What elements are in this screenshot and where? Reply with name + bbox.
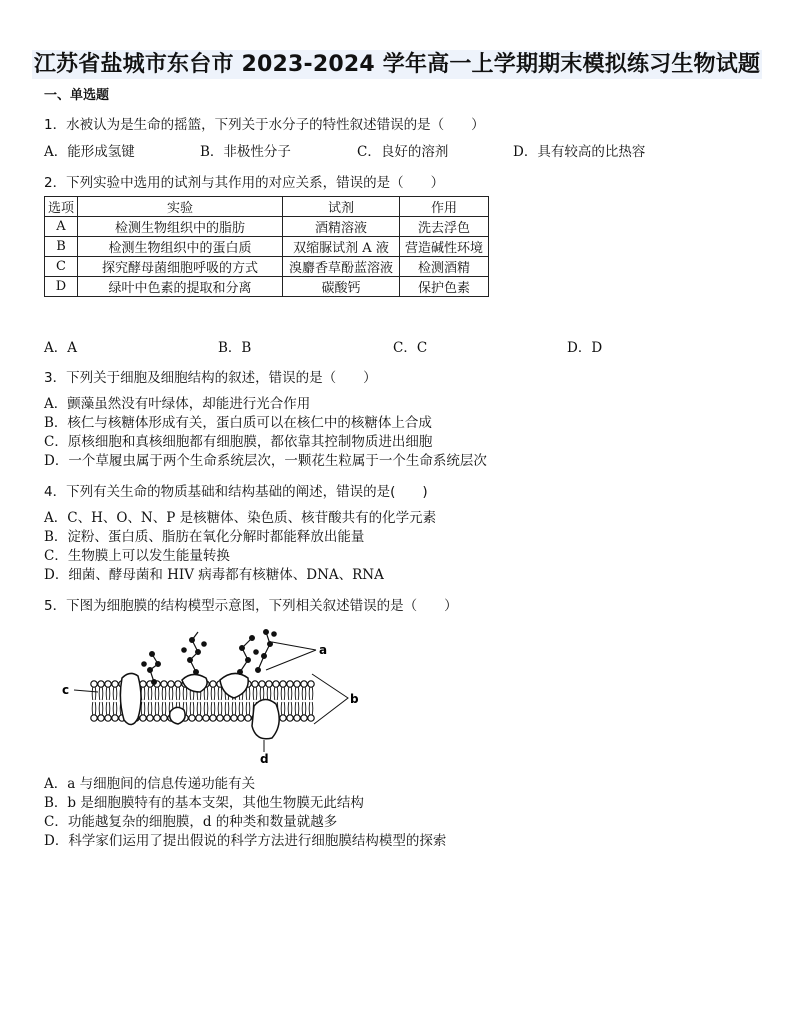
phospholipid-tail xyxy=(99,687,100,700)
experiment-table xyxy=(44,196,489,297)
question-1-stem: 1．水被认为是生命的摇篮，下列关于水分子的特性叙述错误的是（ ） xyxy=(44,117,485,133)
phospholipid-head xyxy=(203,715,209,721)
phospholipid-tail xyxy=(197,702,198,715)
table-cell: 碳酸钙 xyxy=(283,277,400,297)
phospholipid-tail xyxy=(288,702,289,715)
table-cell: 检测酒精 xyxy=(400,257,489,277)
phospholipid-tail xyxy=(165,702,166,715)
membrane-protein xyxy=(170,707,185,724)
phospholipid-tail xyxy=(291,702,292,715)
table-header: 作用 xyxy=(400,197,489,217)
table-cell: C xyxy=(45,257,78,277)
phospholipid-tail xyxy=(158,687,159,700)
phospholipid-head xyxy=(112,715,118,721)
q2-option-b: B．B xyxy=(218,340,252,356)
table-row xyxy=(45,217,489,237)
table-row xyxy=(45,237,489,257)
phospholipid-tail xyxy=(281,702,282,715)
phospholipid-tail xyxy=(218,687,219,700)
phospholipid-tail xyxy=(165,687,166,700)
phospholipid-head xyxy=(140,715,146,721)
table-cell: 酒精溶液 xyxy=(283,217,400,237)
label-a: a xyxy=(319,643,328,657)
table-header: 试剂 xyxy=(283,197,400,217)
q2-option-a: A．A xyxy=(44,340,77,356)
q5-option-b: B．b 是细胞膜特有的基本支架，其他生物膜无此结构 xyxy=(44,795,364,811)
label-d: d xyxy=(260,752,269,766)
phospholipid-tail xyxy=(144,687,145,700)
q5-option-c: C．功能越复杂的细胞膜，d 的种类和数量就越多 xyxy=(44,814,338,830)
phospholipid-tail xyxy=(253,687,254,700)
phospholipid-tail xyxy=(200,702,201,715)
phospholipid-tail xyxy=(221,702,222,715)
phospholipid-tail xyxy=(92,687,93,700)
phospholipid-tail xyxy=(179,687,180,700)
table-header: 实验 xyxy=(78,197,283,217)
phospholipid-tail xyxy=(155,702,156,715)
phospholipid-tail xyxy=(190,702,191,715)
phospholipid-tail xyxy=(305,687,306,700)
phospholipid-tail xyxy=(218,702,219,715)
phospholipid-head xyxy=(238,715,244,721)
exam-title: 江苏省盐城市东台市 2023-2024 学年高一上学期期末模拟练习生物试题 xyxy=(33,52,761,77)
phospholipid-tail xyxy=(256,687,257,700)
phospholipid-tail xyxy=(267,687,268,700)
question-5-stem: 5．下图为细胞膜的结构模型示意图，下列相关叙述错误的是（ ） xyxy=(44,598,458,614)
glycocalyx-chains xyxy=(142,630,276,685)
phospholipid-head xyxy=(91,681,97,687)
phospholipid-tail xyxy=(263,687,264,700)
q1-option-b: B．非极性分子 xyxy=(200,144,291,160)
phospholipid-tail xyxy=(158,702,159,715)
phospholipid-tail xyxy=(309,702,310,715)
phospholipid-tail xyxy=(260,687,261,700)
membrane-protein xyxy=(220,673,248,698)
phospholipid-tail xyxy=(162,687,163,700)
phospholipid-tail xyxy=(239,702,240,715)
phospholipid-head xyxy=(210,681,216,687)
table-cell: 营造碱性环境 xyxy=(400,237,489,257)
phospholipid-tail xyxy=(298,687,299,700)
phospholipid-head xyxy=(217,715,223,721)
phospholipid-tail xyxy=(309,687,310,700)
phospholipid-head xyxy=(98,681,104,687)
phospholipid-tail xyxy=(246,702,247,715)
phospholipid-tail xyxy=(288,687,289,700)
phospholipid-head xyxy=(245,715,251,721)
q3-option-d: D．一个草履虫属于两个生命系统层次，一颗花生粒属于一个生命系统层次 xyxy=(44,453,487,469)
phospholipid-tail xyxy=(113,687,114,700)
phospholipid-tail xyxy=(284,687,285,700)
membrane-protein xyxy=(120,673,141,724)
phospholipid-head xyxy=(294,715,300,721)
q4-option-a: A．C、H、O、N、P 是核糖体、染色质、核苷酸共有的化学元素 xyxy=(44,510,437,526)
q2-option-d: D．D xyxy=(567,340,603,356)
phospholipid-tail xyxy=(193,702,194,715)
table-cell: 检测生物组织中的蛋白质 xyxy=(78,237,283,257)
phospholipid-tail xyxy=(298,702,299,715)
phospholipid-tail xyxy=(148,702,149,715)
phospholipid-tail xyxy=(106,702,107,715)
q4-option-b: B．淀粉、蛋白质、脂肪在氧化分解时都能释放出能量 xyxy=(44,529,365,545)
table-cell: 保护色素 xyxy=(400,277,489,297)
label-c: c xyxy=(62,683,70,697)
q2-option-c: C．C xyxy=(393,340,428,356)
phospholipid-head xyxy=(287,715,293,721)
phospholipid-tail xyxy=(186,702,187,715)
phospholipid-head xyxy=(161,681,167,687)
phospholipid-head xyxy=(210,715,216,721)
phospholipid-tail xyxy=(249,687,250,700)
q1-option-a: A．能形成氢键 xyxy=(44,144,135,160)
phospholipid-tail xyxy=(109,702,110,715)
table-header: 选项 xyxy=(45,197,78,217)
table-cell: 探究酵母菌细胞呼吸的方式 xyxy=(78,257,283,277)
phospholipid-tail xyxy=(281,687,282,700)
phospholipid-head xyxy=(252,681,258,687)
q4-option-d: D．细菌、酵母菌和 HIV 病毒都有核糖体、DNA、RNA xyxy=(44,567,384,583)
phospholipid-tail xyxy=(232,702,233,715)
phospholipid-tail xyxy=(207,702,208,715)
q5-option-a: A．a 与细胞间的信息传递功能有关 xyxy=(44,776,256,792)
phospholipid-tail xyxy=(155,687,156,700)
phospholipid-tail xyxy=(228,702,229,715)
phospholipid-tail xyxy=(295,687,296,700)
phospholipid-head xyxy=(196,715,202,721)
phospholipid-head xyxy=(105,681,111,687)
phospholipid-tail xyxy=(148,687,149,700)
phospholipid-head xyxy=(168,681,174,687)
table-cell: 绿叶中色素的提取和分离 xyxy=(78,277,283,297)
section-heading: 一、单选题 xyxy=(44,88,110,103)
phospholipid-tail xyxy=(186,687,187,700)
phospholipid-head xyxy=(273,681,279,687)
phospholipid-head xyxy=(280,715,286,721)
phospholipid-tail xyxy=(95,687,96,700)
phospholipid-tail xyxy=(204,702,205,715)
phospholipid-tail xyxy=(113,702,114,715)
phospholipid-tail xyxy=(274,687,275,700)
phospholipid-head xyxy=(147,715,153,721)
phospholipid-tail xyxy=(302,687,303,700)
phospholipid-tail xyxy=(102,687,103,700)
phospholipid-tail xyxy=(221,687,222,700)
phospholipid-head xyxy=(294,681,300,687)
phospholipid-tail xyxy=(312,687,313,700)
q3-option-c: C．原核细胞和真核细胞都有细胞膜，都依靠其控制物质进出细胞 xyxy=(44,434,433,450)
phospholipid-tail xyxy=(172,687,173,700)
table-header-row xyxy=(45,197,489,217)
phospholipid-head xyxy=(301,715,307,721)
phospholipid-head xyxy=(91,715,97,721)
table-row xyxy=(45,257,489,277)
phospholipid-tail xyxy=(183,687,184,700)
phospholipid-head xyxy=(301,681,307,687)
table-cell: B xyxy=(45,237,78,257)
table-cell: A xyxy=(45,217,78,237)
phospholipid-tail xyxy=(225,702,226,715)
phospholipid-head xyxy=(308,715,314,721)
phospholipid-tail xyxy=(295,702,296,715)
phospholipid-head xyxy=(112,681,118,687)
phospholipid-tail xyxy=(235,702,236,715)
question-4-stem: 4．下列有关生命的物质基础和结构基础的阐述，错误的是( ) xyxy=(44,484,428,500)
phospholipid-tail xyxy=(116,687,117,700)
membrane-protein xyxy=(182,674,207,692)
phospholipid-tail xyxy=(92,702,93,715)
phospholipid-tail xyxy=(95,702,96,715)
phospholipid-head xyxy=(308,681,314,687)
phospholipid-head xyxy=(266,681,272,687)
phospholipid-tail xyxy=(176,687,177,700)
phospholipid-tail xyxy=(277,687,278,700)
q3-option-a: A．颤藻虽然没有叶绿体，却能进行光合作用 xyxy=(44,396,311,412)
phospholipid-tail xyxy=(144,702,145,715)
phospholipid-head xyxy=(189,715,195,721)
table-cell: D xyxy=(45,277,78,297)
phospholipid-tail xyxy=(106,687,107,700)
phospholipid-tail xyxy=(151,687,152,700)
phospholipid-tail xyxy=(162,702,163,715)
phospholipid-tail xyxy=(109,687,110,700)
q3-option-b: B．核仁与核糖体形成有关，蛋白质可以在核仁中的核糖体上合成 xyxy=(44,415,432,431)
phospholipid-head xyxy=(280,681,286,687)
phospholipid-tail xyxy=(116,702,117,715)
label-b: b xyxy=(350,692,359,706)
membrane-protein xyxy=(252,699,279,738)
phospholipid-head xyxy=(98,715,104,721)
q5-option-d: D．科学家们运用了提出假说的科学方法进行细胞膜结构模型的探索 xyxy=(44,833,447,849)
phospholipid-tail xyxy=(151,702,152,715)
phospholipid-tail xyxy=(242,702,243,715)
phospholipid-tail xyxy=(211,702,212,715)
phospholipid-tail xyxy=(284,702,285,715)
phospholipid-tail xyxy=(270,687,271,700)
question-2-stem: 2．下列实验中选用的试剂与其作用的对应关系，错误的是（ ） xyxy=(44,175,445,191)
phospholipid-head xyxy=(224,715,230,721)
phospholipid-tail xyxy=(207,687,208,700)
phospholipid-tail xyxy=(99,702,100,715)
table-cell: 溴麝香草酚蓝溶液 xyxy=(283,257,400,277)
phospholipid-head xyxy=(154,715,160,721)
phospholipid-tail xyxy=(291,687,292,700)
phospholipid-head xyxy=(105,715,111,721)
question-3-stem: 3．下列关于细胞及细胞结构的叙述，错误的是（ ） xyxy=(44,370,377,386)
table-cell: 双缩脲试剂 A 液 xyxy=(283,237,400,257)
phospholipid-head xyxy=(231,715,237,721)
phospholipid-head xyxy=(161,715,167,721)
phospholipid-tail xyxy=(214,687,215,700)
q1-option-d: D．具有较高的比热容 xyxy=(513,144,646,160)
phospholipid-tail xyxy=(302,702,303,715)
phospholipid-tail xyxy=(305,702,306,715)
phospholipid-tail xyxy=(102,702,103,715)
phospholipid-tail xyxy=(169,687,170,700)
q1-option-c: C．良好的溶剂 xyxy=(357,144,449,160)
table-cell: 检测生物组织中的脂肪 xyxy=(78,217,283,237)
phospholipid-tail xyxy=(214,702,215,715)
table-cell: 洗去浮色 xyxy=(400,217,489,237)
q4-option-c: C．生物膜上可以发生能量转换 xyxy=(44,548,230,564)
phospholipid-head xyxy=(175,681,181,687)
cell-membrane-diagram xyxy=(58,620,368,768)
phospholipid-tail xyxy=(211,687,212,700)
phospholipid-head xyxy=(259,681,265,687)
table-row xyxy=(45,277,489,297)
phospholipid-tail xyxy=(312,702,313,715)
phospholipid-head xyxy=(287,681,293,687)
phospholipid-tail xyxy=(249,702,250,715)
